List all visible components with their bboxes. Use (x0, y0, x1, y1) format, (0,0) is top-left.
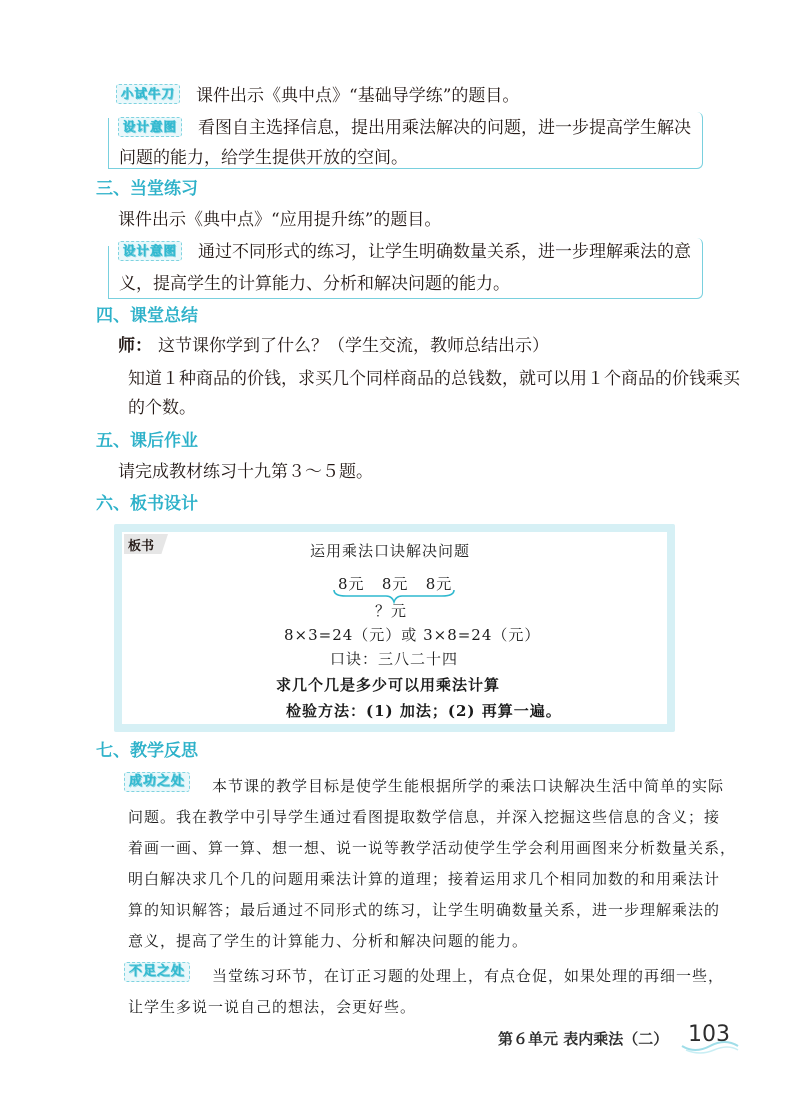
footer-wave-icon (680, 1040, 740, 1054)
design-text-1-line2: 问题的能力，给学生提供开放的空间。 (119, 148, 408, 168)
heading-board: 六、板书设计 (96, 494, 198, 514)
board-question: ？元 (375, 602, 408, 620)
practice-text: 课件出示《典中点》“应用提升练”的题目。 (118, 210, 442, 230)
design-text-1-line1: 看图自主选择信息，提出用乘法解决的问题，进一步提高学生解决 (198, 118, 691, 138)
design-text-2-line2: 义，提高学生的计算能力、分析和解决问题的能力。 (119, 274, 510, 294)
success-tag: 成功之处 (124, 772, 190, 792)
summary-line2: 的个数。 (128, 398, 196, 418)
footer-page-number: 103 (688, 1022, 730, 1047)
heading-practice: 三、当堂练习 (96, 179, 198, 199)
summary-line1: 知道１种商品的价钱，求买几个同样商品的总钱数，就可以用１个商品的价钱乘买 (128, 369, 740, 389)
success-line-5: 意义，提高了学生的计算能力、分析和解决问题的能力。 (128, 932, 529, 950)
try-text: 课件出示《典中点》“基础导学练”的题目。 (196, 86, 520, 106)
success-line-2: 着画一画、算一算、想一想、说一说等教学活动使学生学会利用画图来分析数量关系， (128, 839, 737, 857)
heading-summary: 四、课堂总结 (96, 306, 198, 326)
board-rhyme: 口诀：三八二十四 (330, 650, 459, 668)
homework-text: 请完成教材练习十九第３～５题。 (118, 462, 373, 482)
design-text-2-line1: 通过不同形式的练习，让学生明确数量关系，进一步理解乘法的意 (198, 242, 691, 262)
footer-unit: 第６单元 表内乘法（二） (498, 1030, 669, 1048)
teacher-text: 这节课你学到了什么？（学生交流，教师总结出示） (158, 336, 549, 356)
lack-tag: 不足之处 (124, 962, 190, 982)
success-line-3: 明白解决求几个几的问题用乘法计算的道理；接着运用求几个相同加数的和用乘法计 (128, 870, 721, 888)
teacher-label: 师： (118, 336, 152, 356)
heading-reflection: 七、教学反思 (96, 741, 198, 761)
success-line-1: 问题。我在教学中引导学生通过看图提取数学信息，并深入挖掘这些信息的含义；接 (128, 808, 721, 826)
board-formula: 8×3=24（元）或 3×8=24（元） (284, 626, 541, 644)
heading-homework: 五、课后作业 (96, 431, 198, 451)
design-tag-2: 设计意图 (118, 241, 182, 261)
design-tag-1: 设计意图 (118, 117, 182, 137)
success-line-4: 算的知识解答；最后通过不同形式的练习，让学生明确数量关系，进一步理解乘法的 (128, 901, 721, 919)
board-rule: 求几个几是多少可以用乘法计算 (276, 676, 501, 694)
lack-line-1: 让学生多说一说自己的想法，会更好些。 (128, 998, 417, 1016)
board-title: 运用乘法口诀解决问题 (310, 542, 471, 560)
board-check: 检验方法：(1) 加法；(2) 再算一遍。 (286, 702, 562, 720)
board-prices: 8元 8元 8元 (338, 575, 453, 593)
try-tag: 小试牛刀 (116, 84, 180, 104)
board-tag: 板书 (128, 539, 155, 554)
success-line-0: 本节课的教学目标是使学生能根据所学的乘法口诀解决生活中简单的实际 (212, 777, 725, 795)
lack-line-0: 当堂练习环节，在订正习题的处理上，有点仓促，如果处理的再细一些， (212, 967, 725, 985)
